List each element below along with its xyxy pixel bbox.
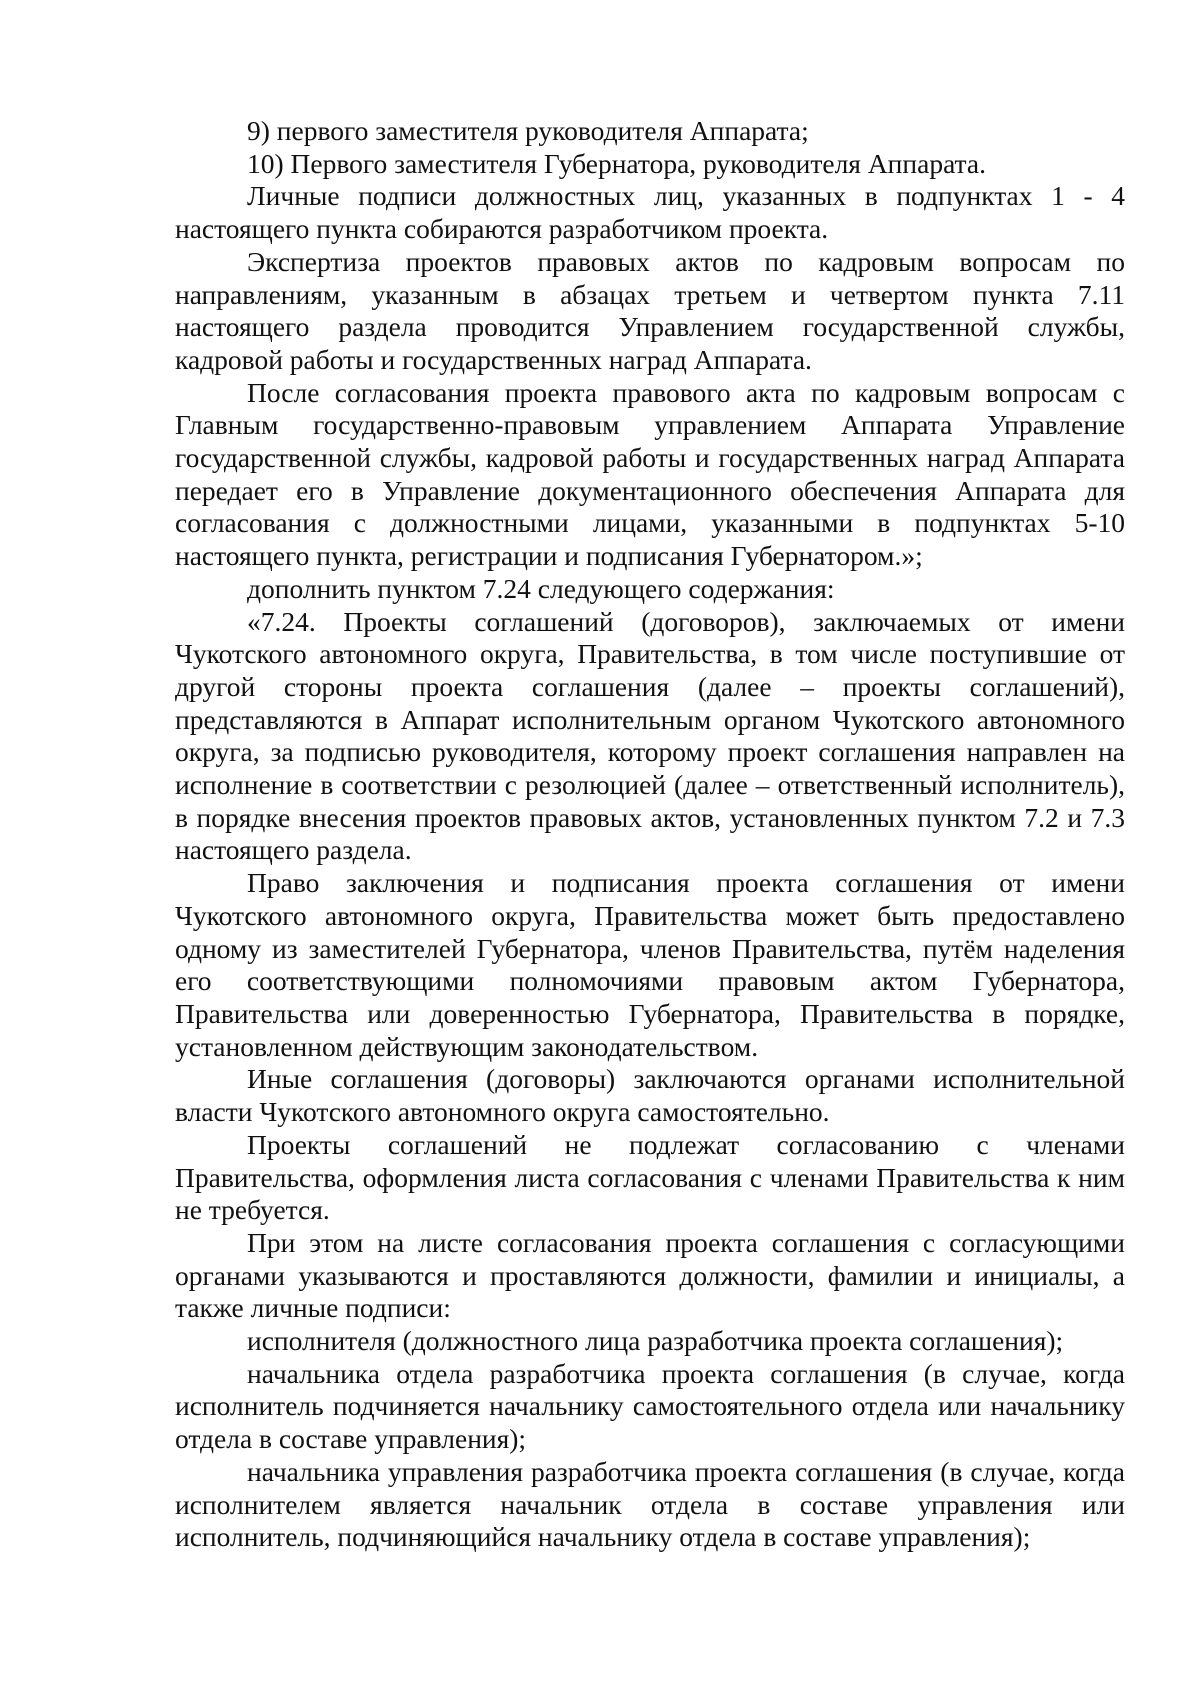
document-page <box>175 115 1125 1554</box>
paragraph-clause-7-24: «7.24. Проекты соглашений (договоров), заключаемых от имени Чукотского автономного округа, Правительства, в том числе поступившие от другой стороны проекта соглашения (далее – проекты соглашений), представляются в Аппарат исполнительным органом Чукотского автономного округа, за подписью руководителя, которому проект соглашения направлен на исполнение в соответствии с резолюцией (далее – ответственный исполнитель), в порядке внесения проектов правовых актов, установленных пунктом 7.2 и 7.3 настоящего раздела. <box>175 605 1125 866</box>
paragraph-approval-sheet: При этом на листе согласования проекта соглашения с согласующими органами указываются и проставляются должности, фамилии и инициалы, а также личные подписи: <box>175 1226 1125 1324</box>
paragraph-other-agreements: Иные соглашения (договоры) заключаются органами исполнительной власти Чукотского автономного округа самостоятельно. <box>175 1063 1125 1128</box>
list-item-department-head: начальника отдела разработчика проекта соглашения (в случае, когда исполнитель подчиняется начальнику самостоятельного отдела или начальнику отдела в составе управления); <box>175 1357 1125 1455</box>
paragraph-after-approval: После согласования проекта правового акта по кадровым вопросам с Главным государственно-правовым управлением Аппарата Управление государственной службы, кадровой работы и государственных наград Аппарата передает его в Управление документационного обеспечения Аппарата для согласования с должностными лицами, указанными в подпунктах 5-10 настоящего пункта, регистрации и подписания Губернатором.»; <box>175 376 1125 572</box>
list-item-10: 10) Первого заместителя Губернатора, руководителя Аппарата. <box>247 147 986 179</box>
paragraph-expertise: Экспертиза проектов правовых актов по кадровым вопросам по направлениям, указанным в абзацах третьем и четвертом пункта 7.11 настоящего раздела проводится Управлением государственной службы, кадровой работы и государственных наград Аппарата. <box>175 245 1125 375</box>
paragraph-no-approval: Проекты соглашений не подлежат согласованию с членами Правительства, оформления листа согласования с членами Правительства к ним не требуется. <box>175 1128 1125 1226</box>
paragraph-amendment-intro: дополнить пунктом 7.24 следующего содержания: <box>247 572 835 604</box>
paragraph-signatures-note: Личные подписи должностных лиц, указанных в подпунктах 1 - 4 настоящего пункта собираются разработчиком проекта. <box>175 180 1125 245</box>
list-item-directorate-head: начальника управления разработчика проекта соглашения (в случае, когда исполнителем является начальник отдела в составе управления или исполнитель, подчиняющийся начальнику отдела в составе управления); <box>175 1455 1125 1553</box>
paragraph-signing-right: Право заключения и подписания проекта соглашения от имени Чукотского автономного округа, Правительства может быть предоставлено одному из заместителей Губернатора, членов Правительства, путём наделения его соответствующими полномочиями правовым актом Губернатора, Правительства или доверенностью Губернатора, Правительства в порядке, установленном действующим законодательством. <box>175 867 1125 1062</box>
list-item-executor: исполнителя (должностного лица разработчика проекта соглашения); <box>247 1325 1064 1357</box>
list-item-9: 9) первого заместителя руководителя Аппарата; <box>247 115 809 146</box>
